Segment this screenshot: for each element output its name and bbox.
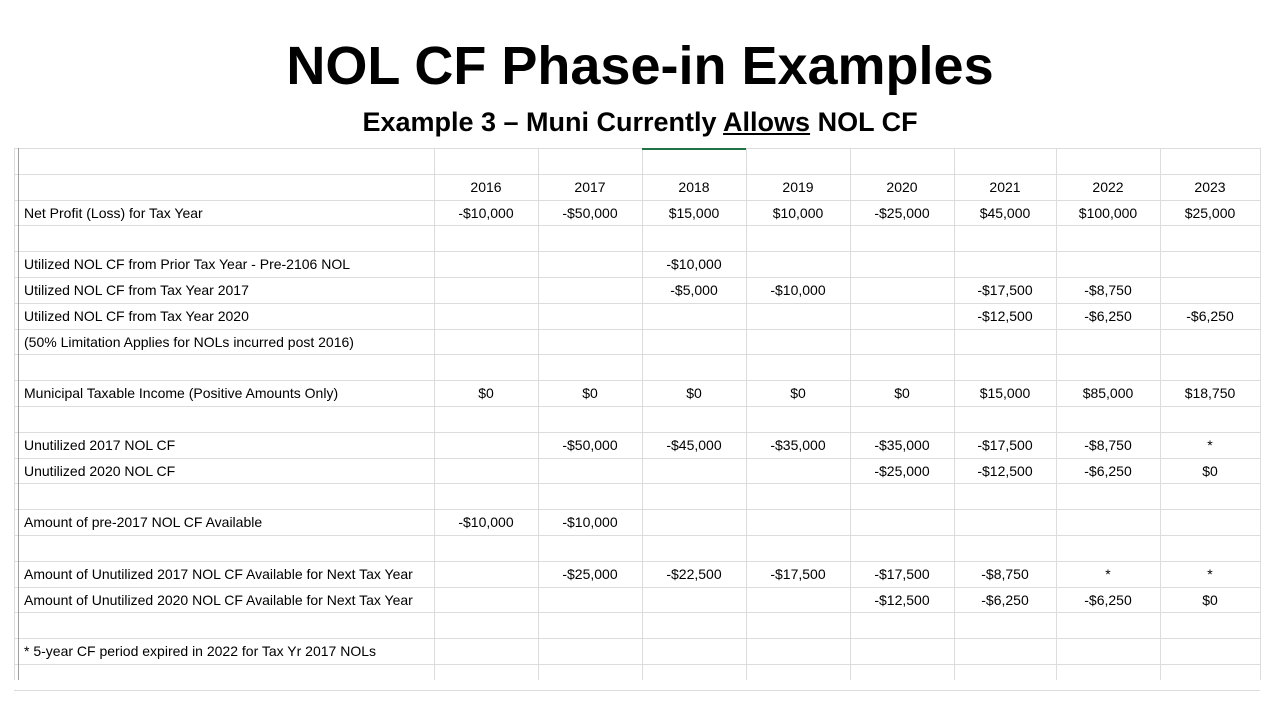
value-cell[interactable]: -$5,000 [670, 282, 718, 298]
value-cell[interactable] [746, 329, 850, 355]
value-cell[interactable] [1160, 535, 1260, 561]
value-cell[interactable]: $0 [582, 385, 598, 401]
value-cell[interactable]: -$17,500 [770, 566, 826, 582]
value-cell[interactable] [746, 638, 850, 664]
value-cell[interactable] [746, 587, 850, 613]
value-cell[interactable] [1056, 612, 1160, 638]
value-cell[interactable]: -$25,000 [874, 463, 930, 479]
value-cell[interactable]: $0 [1202, 592, 1218, 608]
value-cell[interactable]: $25,000 [1184, 205, 1236, 221]
value-cell[interactable] [642, 458, 746, 484]
value-cell[interactable] [538, 406, 642, 432]
value-cell[interactable] [746, 483, 850, 509]
value-cell[interactable]: $85,000 [1082, 385, 1134, 401]
value-cell[interactable] [538, 329, 642, 355]
year-header-cell[interactable]: 2022 [1092, 179, 1124, 195]
value-cell[interactable] [642, 612, 746, 638]
year-header-cell[interactable]: 2020 [886, 179, 918, 195]
year-header-cell[interactable]: 2017 [574, 179, 606, 195]
value-cell[interactable]: $45,000 [979, 205, 1031, 221]
value-cell[interactable] [1056, 148, 1160, 174]
value-cell[interactable] [538, 535, 642, 561]
value-cell[interactable] [434, 561, 538, 587]
value-cell[interactable] [1160, 483, 1260, 509]
year-header-cell[interactable]: 2021 [989, 179, 1021, 195]
value-cell[interactable] [1160, 612, 1260, 638]
value-cell[interactable]: $10,000 [772, 205, 824, 221]
row-label[interactable]: Amount of Unutilized 2017 NOL CF Available for Next Tax Year [24, 566, 413, 582]
value-cell[interactable] [746, 535, 850, 561]
value-cell[interactable]: -$12,500 [874, 592, 930, 608]
value-cell[interactable] [642, 483, 746, 509]
value-cell[interactable]: -$10,000 [770, 282, 826, 298]
row-label[interactable]: * 5-year CF period expired in 2022 for Tax Yr 2017 NOLs [24, 643, 377, 659]
value-cell[interactable]: -$12,500 [977, 463, 1033, 479]
value-cell[interactable] [850, 354, 954, 380]
grid-column-line [14, 148, 15, 680]
value-cell[interactable] [1056, 354, 1160, 380]
value-cell[interactable] [1160, 148, 1260, 174]
value-cell[interactable] [434, 303, 538, 329]
value-cell[interactable] [850, 329, 954, 355]
value-cell[interactable]: -$8,750 [1084, 437, 1132, 453]
value-cell[interactable] [954, 509, 1056, 535]
value-cell[interactable] [954, 406, 1056, 432]
value-cell[interactable] [538, 303, 642, 329]
row-label[interactable]: Unutilized 2017 NOL CF [24, 437, 176, 453]
value-cell[interactable]: -$22,500 [666, 566, 722, 582]
value-cell[interactable] [954, 612, 1056, 638]
row-label[interactable]: Municipal Taxable Income (Positive Amounts Only) [24, 385, 339, 401]
value-cell[interactable] [642, 587, 746, 613]
value-cell[interactable] [850, 406, 954, 432]
value-cell[interactable] [642, 535, 746, 561]
value-cell[interactable] [954, 251, 1056, 277]
value-cell[interactable]: -$10,000 [458, 205, 514, 221]
value-cell[interactable] [434, 251, 538, 277]
year-header-cell[interactable]: 2018 [678, 179, 710, 195]
value-cell[interactable] [538, 458, 642, 484]
value-cell[interactable] [434, 277, 538, 303]
value-cell[interactable]: * [1207, 566, 1213, 582]
row-label[interactable]: Utilized NOL CF from Tax Year 2017 [24, 282, 249, 298]
value-cell[interactable] [1056, 251, 1160, 277]
value-cell[interactable] [954, 148, 1056, 174]
value-cell[interactable]: -$8,750 [981, 566, 1029, 582]
value-cell[interactable] [1160, 225, 1260, 251]
value-cell[interactable] [1160, 329, 1260, 355]
row-label[interactable]: Utilized NOL CF from Prior Tax Year - Pre-2106 NOL [24, 256, 351, 272]
value-cell[interactable] [1160, 251, 1260, 277]
value-cell[interactable] [434, 148, 538, 174]
row-label[interactable]: (50% Limitation Applies for NOLs incurred post 2016) [24, 334, 354, 350]
value-cell[interactable]: -$45,000 [666, 437, 722, 453]
year-header-cell[interactable]: 2019 [782, 179, 814, 195]
grid-column-line [1260, 148, 1261, 680]
spreadsheet-table[interactable] [14, 148, 1260, 680]
value-cell[interactable] [1160, 509, 1260, 535]
value-cell[interactable] [1056, 225, 1160, 251]
value-cell[interactable] [1160, 638, 1260, 664]
value-cell[interactable] [1160, 406, 1260, 432]
value-cell[interactable]: $18,750 [1184, 385, 1236, 401]
value-cell[interactable] [850, 148, 954, 174]
value-cell[interactable]: $0 [790, 385, 806, 401]
value-cell[interactable] [642, 406, 746, 432]
value-cell[interactable] [642, 225, 746, 251]
value-cell[interactable]: -$17,500 [977, 282, 1033, 298]
sheet-left-edge [18, 148, 19, 680]
value-cell[interactable] [538, 277, 642, 303]
value-cell[interactable] [642, 638, 746, 664]
value-cell[interactable] [850, 638, 954, 664]
value-cell[interactable] [434, 483, 538, 509]
value-cell[interactable] [434, 587, 538, 613]
slide-subtitle [0, 104, 1280, 140]
value-cell[interactable] [746, 251, 850, 277]
value-cell[interactable] [434, 638, 538, 664]
value-cell[interactable] [1160, 277, 1260, 303]
value-cell[interactable] [746, 303, 850, 329]
value-cell[interactable]: $0 [686, 385, 702, 401]
row-label[interactable]: Amount of Unutilized 2020 NOL CF Available for Next Tax Year [24, 592, 413, 608]
value-cell[interactable] [538, 483, 642, 509]
value-cell[interactable]: -$10,000 [458, 514, 514, 530]
value-cell[interactable]: -$6,250 [1084, 592, 1132, 608]
slide-title: NOL CF Phase-in Examples [286, 36, 994, 96]
value-cell[interactable]: -$8,750 [1084, 282, 1132, 298]
value-cell[interactable] [434, 432, 538, 458]
value-cell[interactable] [850, 509, 954, 535]
value-cell[interactable] [1056, 638, 1160, 664]
value-cell[interactable]: $0 [1202, 463, 1218, 479]
row-label[interactable]: Utilized NOL CF from Tax Year 2020 [24, 308, 249, 324]
value-cell[interactable]: * [1105, 566, 1111, 582]
value-cell[interactable]: -$50,000 [562, 205, 618, 221]
value-cell[interactable] [1160, 354, 1260, 380]
value-cell[interactable]: $0 [894, 385, 910, 401]
value-cell[interactable] [538, 148, 642, 174]
subtitle-prefix: Example 3 – Muni Currently [362, 107, 724, 137]
value-cell[interactable] [850, 535, 954, 561]
value-cell[interactable]: -$17,500 [977, 437, 1033, 453]
subtitle-emphasis: Allows [723, 107, 811, 137]
value-cell[interactable] [850, 225, 954, 251]
value-cell[interactable]: -$6,250 [1084, 308, 1132, 324]
value-cell[interactable] [642, 303, 746, 329]
value-cell[interactable] [434, 535, 538, 561]
value-cell[interactable] [746, 225, 850, 251]
subtitle-suffix: NOL CF [810, 107, 918, 137]
value-cell[interactable] [538, 251, 642, 277]
value-cell[interactable] [850, 303, 954, 329]
value-cell[interactable]: -$6,250 [1084, 463, 1132, 479]
value-cell[interactable] [642, 354, 746, 380]
value-cell[interactable] [1056, 406, 1160, 432]
value-cell[interactable] [538, 587, 642, 613]
value-cell[interactable] [642, 329, 746, 355]
value-cell[interactable] [434, 329, 538, 355]
value-cell[interactable] [434, 458, 538, 484]
value-cell[interactable] [1056, 509, 1160, 535]
value-cell[interactable] [434, 225, 538, 251]
value-cell[interactable]: -$25,000 [874, 205, 930, 221]
value-cell[interactable] [434, 406, 538, 432]
value-cell[interactable] [746, 509, 850, 535]
value-cell[interactable] [538, 638, 642, 664]
value-cell[interactable] [954, 483, 1056, 509]
value-cell[interactable] [746, 406, 850, 432]
row-label[interactable]: Net Profit (Loss) for Tax Year [24, 205, 203, 221]
value-cell[interactable]: * [1207, 437, 1213, 453]
value-cell[interactable] [642, 509, 746, 535]
value-cell[interactable]: $15,000 [979, 385, 1031, 401]
value-cell[interactable] [538, 225, 642, 251]
value-cell[interactable] [538, 354, 642, 380]
value-cell[interactable] [954, 225, 1056, 251]
value-cell[interactable] [434, 612, 538, 638]
value-cell[interactable]: -$35,000 [874, 437, 930, 453]
grid-row-line [14, 664, 1260, 665]
value-cell[interactable]: -$25,000 [562, 566, 618, 582]
grid-row-line [14, 690, 1260, 691]
value-cell[interactable] [1056, 329, 1160, 355]
value-cell[interactable]: -$35,000 [770, 437, 826, 453]
value-cell[interactable]: -$17,500 [874, 566, 930, 582]
value-cell[interactable] [642, 148, 746, 174]
value-cell[interactable] [954, 354, 1056, 380]
value-cell[interactable] [1056, 535, 1160, 561]
value-cell[interactable] [746, 458, 850, 484]
year-header-cell[interactable]: 2016 [470, 179, 502, 195]
value-cell[interactable]: -$10,000 [666, 256, 722, 272]
value-cell[interactable] [746, 354, 850, 380]
value-cell[interactable]: -$12,500 [977, 308, 1033, 324]
value-cell[interactable] [1056, 483, 1160, 509]
value-cell[interactable] [538, 612, 642, 638]
value-cell[interactable]: -$6,250 [981, 592, 1029, 608]
value-cell[interactable] [850, 612, 954, 638]
value-cell[interactable] [954, 329, 1056, 355]
value-cell[interactable] [850, 251, 954, 277]
value-cell[interactable] [850, 483, 954, 509]
row-label[interactable]: Amount of pre-2017 NOL CF Available [24, 514, 263, 530]
value-cell[interactable] [850, 277, 954, 303]
value-cell[interactable]: $100,000 [1078, 205, 1138, 221]
value-cell[interactable]: -$6,250 [1186, 308, 1234, 324]
value-cell[interactable] [746, 612, 850, 638]
value-cell[interactable]: -$50,000 [562, 437, 618, 453]
year-header-cell[interactable]: 2023 [1194, 179, 1226, 195]
row-label[interactable]: Unutilized 2020 NOL CF [24, 463, 176, 479]
value-cell[interactable] [954, 638, 1056, 664]
value-cell[interactable] [434, 354, 538, 380]
value-cell[interactable]: $0 [478, 385, 494, 401]
value-cell[interactable]: $15,000 [668, 205, 720, 221]
value-cell[interactable] [954, 535, 1056, 561]
value-cell[interactable] [746, 148, 850, 174]
value-cell[interactable]: -$10,000 [562, 514, 618, 530]
